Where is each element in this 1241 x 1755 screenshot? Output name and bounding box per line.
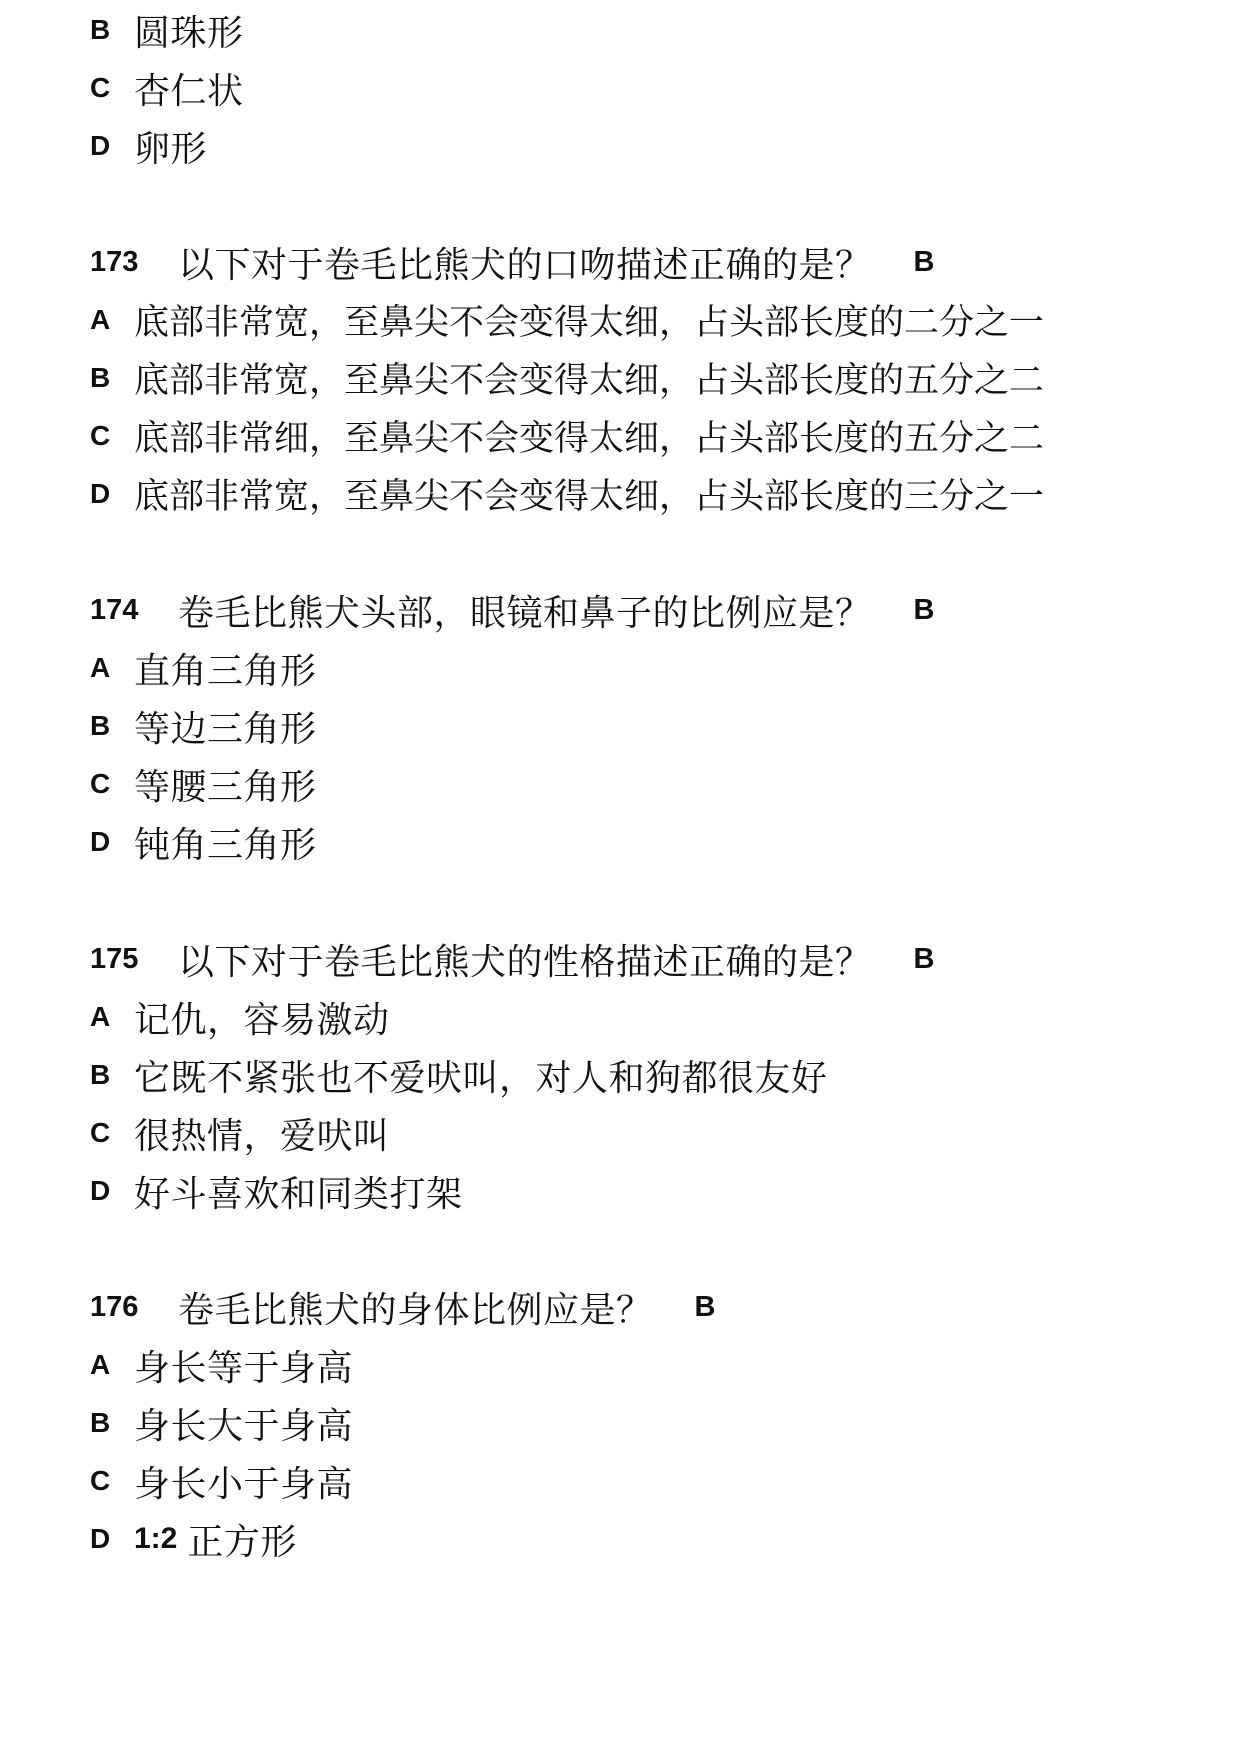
question-answer: B — [913, 245, 935, 278]
option-row — [90, 414, 1044, 458]
option-row — [90, 646, 317, 690]
option-row — [90, 8, 244, 52]
option-text: 记仇，容易激动 — [134, 999, 390, 1041]
question-heading — [90, 937, 934, 981]
option-letter: A — [90, 304, 111, 335]
option-text: 卵形 — [134, 128, 208, 170]
option-row — [90, 1517, 297, 1561]
option-text: 它既不紧张也不爱吠叫，对人和狗都很友好 — [134, 1057, 828, 1099]
option-letter: C — [90, 1117, 111, 1148]
option-letter: B — [90, 1059, 111, 1090]
option-text: 底部非常宽，至鼻尖不会变得太细，占头部长度的三分之一 — [134, 477, 1045, 517]
option-row — [90, 1111, 390, 1155]
option-letter: B — [90, 14, 111, 45]
option-row — [90, 704, 317, 748]
option-letter: A — [90, 652, 111, 683]
question-number: 173 — [90, 245, 139, 278]
question-heading — [90, 240, 934, 284]
option-row — [90, 1169, 463, 1213]
question-text: 以下对于卷毛比熊犬的性格描述正确的是？ — [178, 941, 872, 983]
option-row — [90, 124, 207, 168]
option-text: 身长小于身高 — [134, 1463, 354, 1505]
option-letter: A — [90, 1001, 111, 1032]
option-letter: D — [90, 826, 111, 857]
option-row — [90, 762, 317, 806]
option-text: 好斗喜欢和同类打架 — [134, 1173, 463, 1215]
option-text: 正方形 — [187, 1521, 297, 1563]
option-row — [90, 1459, 353, 1503]
question-answer: B — [913, 593, 935, 626]
option-row — [90, 356, 1044, 400]
option-text: 底部非常宽，至鼻尖不会变得太细，占头部长度的二分之一 — [134, 303, 1045, 343]
option-letter: B — [90, 1407, 111, 1438]
option-text: 身长大于身高 — [134, 1405, 354, 1447]
option-letter: D — [90, 478, 111, 509]
option-row — [90, 1401, 353, 1445]
option-text: 杏仁状 — [134, 70, 244, 112]
question-text: 卷毛比熊犬头部，眼镜和鼻子的比例应是？ — [178, 592, 872, 634]
option-text: 底部非常宽，至鼻尖不会变得太细，占头部长度的五分之二 — [134, 361, 1045, 401]
option-row — [90, 298, 1044, 342]
option-text: 身长等于身高 — [134, 1347, 354, 1389]
option-ratio-prefix: 1:2 — [134, 1522, 178, 1555]
option-text: 很热情，爱吠叫 — [134, 1115, 390, 1157]
option-text: 钝角三角形 — [134, 824, 317, 866]
option-text: 直角三角形 — [134, 650, 317, 692]
option-row — [90, 472, 1044, 516]
option-letter: C — [90, 72, 111, 103]
question-heading — [90, 1285, 715, 1329]
option-letter: C — [90, 1465, 111, 1496]
option-text: 等腰三角形 — [134, 766, 317, 808]
option-row — [90, 1343, 353, 1387]
option-letter: D — [90, 1175, 111, 1206]
question-answer: B — [913, 942, 935, 975]
option-row — [90, 820, 317, 864]
option-letter: B — [90, 710, 111, 741]
question-number: 174 — [90, 593, 139, 626]
question-number: 175 — [90, 942, 139, 975]
option-row — [90, 66, 244, 110]
option-row — [90, 995, 390, 1039]
option-text: 底部非常细，至鼻尖不会变得太细，占头部长度的五分之二 — [134, 419, 1045, 459]
option-letter: D — [90, 1523, 111, 1554]
option-letter: B — [90, 362, 111, 393]
option-text: 等边三角形 — [134, 708, 317, 750]
question-text: 以下对于卷毛比熊犬的口吻描述正确的是？ — [178, 244, 872, 286]
option-letter: C — [90, 768, 111, 799]
option-text: 圆珠形 — [134, 12, 244, 54]
question-heading — [90, 588, 934, 632]
question-number: 176 — [90, 1290, 139, 1323]
option-letter: C — [90, 420, 111, 451]
question-answer: B — [694, 1290, 716, 1323]
option-row — [90, 1053, 828, 1097]
option-letter: A — [90, 1349, 111, 1380]
option-letter: D — [90, 130, 111, 161]
question-text: 卷毛比熊犬的身体比例应是？ — [178, 1289, 653, 1331]
